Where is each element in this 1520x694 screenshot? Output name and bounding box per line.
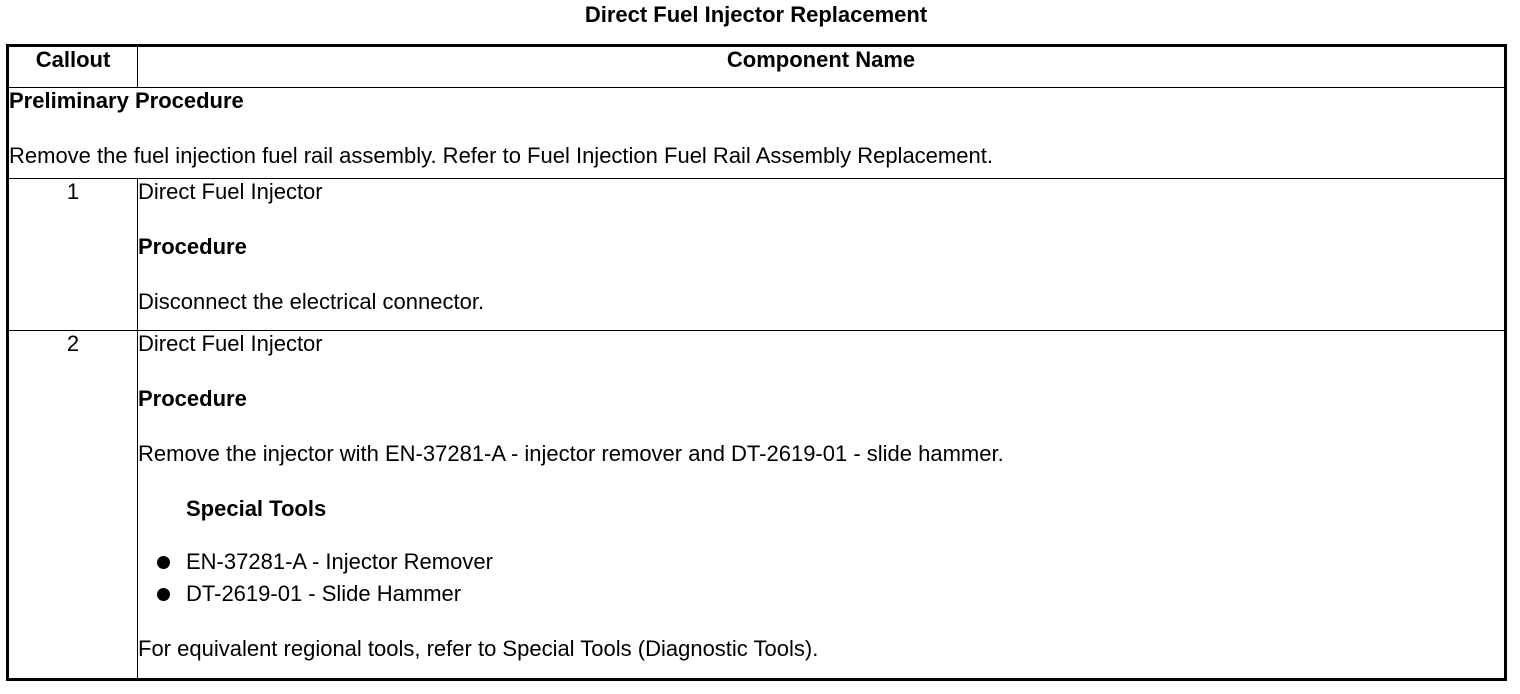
table-row [8,331,1506,680]
special-tools-list [138,546,1504,610]
callout-number: 2 [8,331,138,680]
tools-note: For equivalent regional tools, refer to Special Tools (Diagnostic Tools). [138,636,819,661]
preliminary-cell [8,88,1506,179]
table-header-row [8,46,1506,88]
callout-number: 1 [8,179,138,331]
page-title: Direct Fuel Injector Replacement [584,2,928,27]
procedure-label: Procedure [138,386,247,411]
component-name-column-header: Component Name [138,46,1506,88]
component-name: Direct Fuel Injector [138,331,323,356]
callout-column-header: Callout [8,46,138,88]
bullet-icon [157,556,170,569]
component-name: Direct Fuel Injector [138,179,323,204]
procedure-step: Remove the injector with EN-37281-A - injector remover and DT-2619-01 - slide hammer. [138,441,1004,466]
tool-name: DT-2619-01 - Slide Hammer [186,581,462,606]
list-item [138,546,1504,578]
preliminary-heading: Preliminary Procedure [9,88,244,113]
bullet-icon [157,588,170,601]
component-cell [138,331,1506,680]
special-tools-heading: Special Tools [186,496,327,521]
component-cell [138,179,1506,331]
procedure-table [6,44,1507,681]
list-item [138,578,1504,610]
procedure-label: Procedure [138,234,247,259]
table-row [8,179,1506,331]
procedure-step: Disconnect the electrical connector. [138,289,485,314]
preliminary-row [8,88,1506,179]
tool-name: EN-37281-A - Injector Remover [186,549,493,574]
preliminary-text: Remove the fuel injection fuel rail assembly. Refer to Fuel Injection Fuel Rail Assembly Replacement. [9,143,993,168]
